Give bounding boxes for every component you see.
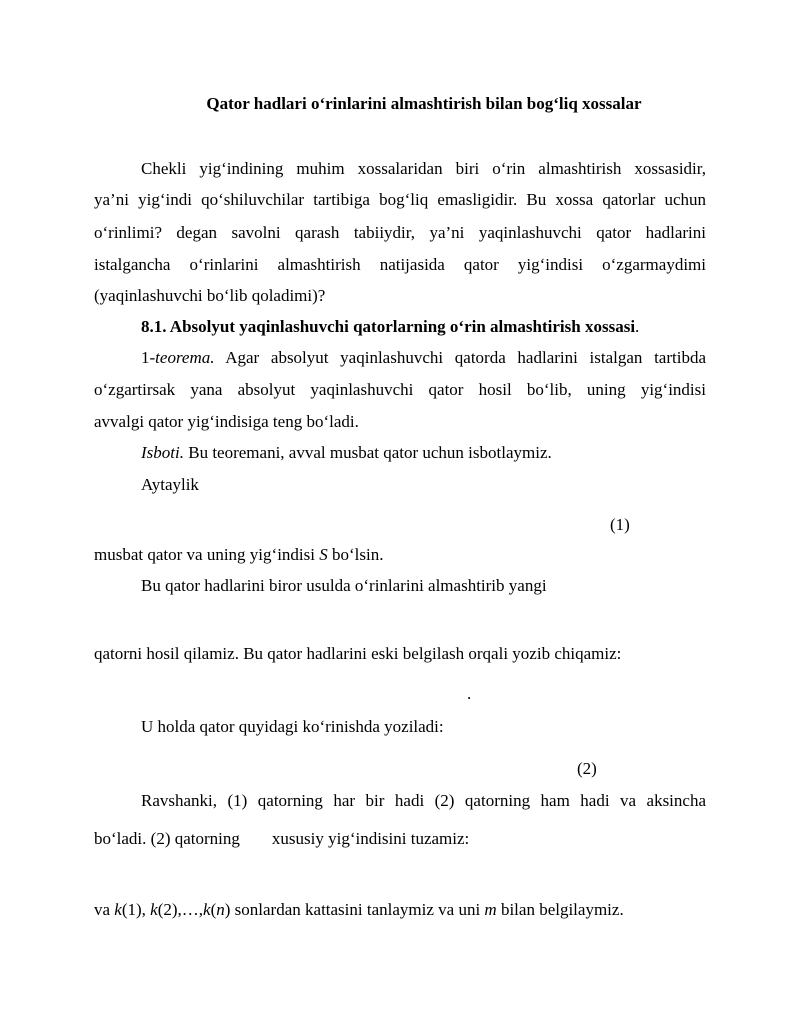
proof-word: Isboti. bbox=[141, 443, 184, 462]
theorem-word: teorema. bbox=[155, 348, 215, 367]
theorem-prefix: 1- bbox=[141, 348, 156, 367]
section-heading-text: 8.1. Absolyut yaqinlashuvchi qatorlarning o‘rin almashtirish xossasi bbox=[141, 317, 636, 336]
equation-number-1: (1) bbox=[610, 515, 630, 534]
last-d: ( bbox=[210, 900, 217, 919]
last-k1: k bbox=[114, 900, 122, 919]
last-a: va bbox=[94, 900, 115, 919]
page-title: Qator hadlari o‘rinlarini almashtirish bilan bog‘liq xossalar bbox=[206, 94, 642, 113]
theorem-line-1 bbox=[141, 348, 706, 368]
intro-line-3: o‘rinlimi? degan savolni qarash tabiiydir, ya’ni yaqinlashuvchi qator hadlarini bbox=[94, 223, 706, 242]
formula-dot: . bbox=[467, 684, 472, 703]
last-e: ) sonlardan kattasini tanlaymiz va uni bbox=[224, 900, 485, 919]
last-k3: k bbox=[203, 900, 211, 919]
boladi-line bbox=[94, 829, 706, 849]
intro-line-4: istalgancha o‘rinlarini almashtirish natijasida qator yig‘indisi o‘zgarmaydimi bbox=[94, 255, 706, 274]
proof-line bbox=[141, 443, 706, 463]
section-heading bbox=[141, 317, 706, 337]
last-f: bilan belgilaymiz. bbox=[496, 900, 624, 919]
last-line bbox=[94, 900, 706, 920]
intro-line-5: (yaqinlashuvchi bo‘lib qoladimi)? bbox=[94, 286, 326, 305]
last-k2: k bbox=[150, 900, 158, 919]
last-n: n bbox=[216, 900, 225, 919]
theorem-line-2: o‘zgartirsak yana absolyut yaqinlashuvchi qator hosil bo‘lib, uning yig‘indisi bbox=[94, 380, 706, 399]
sum-symbol-s: S bbox=[319, 545, 328, 564]
boladi-text-a: bo‘ladi. (2) qatorning bbox=[94, 829, 240, 848]
musbat-text-a: musbat qator va uning yig‘indisi bbox=[94, 545, 320, 564]
musbat-line bbox=[94, 545, 706, 565]
ravshanki-line: Ravshanki, (1) qatorning har bir hadi (2) qatorning ham hadi va aksincha bbox=[141, 791, 706, 810]
section-heading-end: . bbox=[635, 317, 640, 336]
boladi-text-b: xususiy yig‘indisini tuzamiz: bbox=[271, 829, 470, 848]
u-holda-line: U holda qator quyidagi ko‘rinishda yoziladi: bbox=[141, 717, 444, 736]
equation-number-2: (2) bbox=[577, 759, 597, 778]
musbat-text-b: bo‘lsin. bbox=[327, 545, 384, 564]
last-c: (2),…, bbox=[157, 900, 204, 919]
intro-line-2: ya’ni yig‘indi qo‘shiluvchilar tartibiga bog‘liq emasligidir. Bu xossa qatorlar uchun bbox=[94, 190, 706, 209]
intro-line-1: Chekli yig‘indining muhim xossalaridan biri o‘rin almashtirish xossasidir, bbox=[141, 159, 706, 178]
last-b: (1), bbox=[121, 900, 151, 919]
aytaylik-line: Aytaylik bbox=[141, 475, 199, 494]
theorem-line-3: avvalgi qator yig‘indisiga teng bo‘ladi. bbox=[94, 412, 359, 431]
qatorni-line: qatorni hosil qilamiz. Bu qator hadlarini eski belgilash orqali yozib chiqamiz: bbox=[94, 644, 622, 663]
proof-line-rest: Bu teoremani, avval musbat qator uchun isbotlaymiz. bbox=[183, 443, 552, 462]
bu-qator-line: Bu qator hadlarini biror usulda o‘rinlarini almashtirib yangi bbox=[141, 576, 547, 595]
last-m: m bbox=[484, 900, 497, 919]
theorem-line-1-rest: Agar absolyut yaqinlashuvchi qatorda hadlarini istalgan tartibda bbox=[214, 348, 706, 367]
